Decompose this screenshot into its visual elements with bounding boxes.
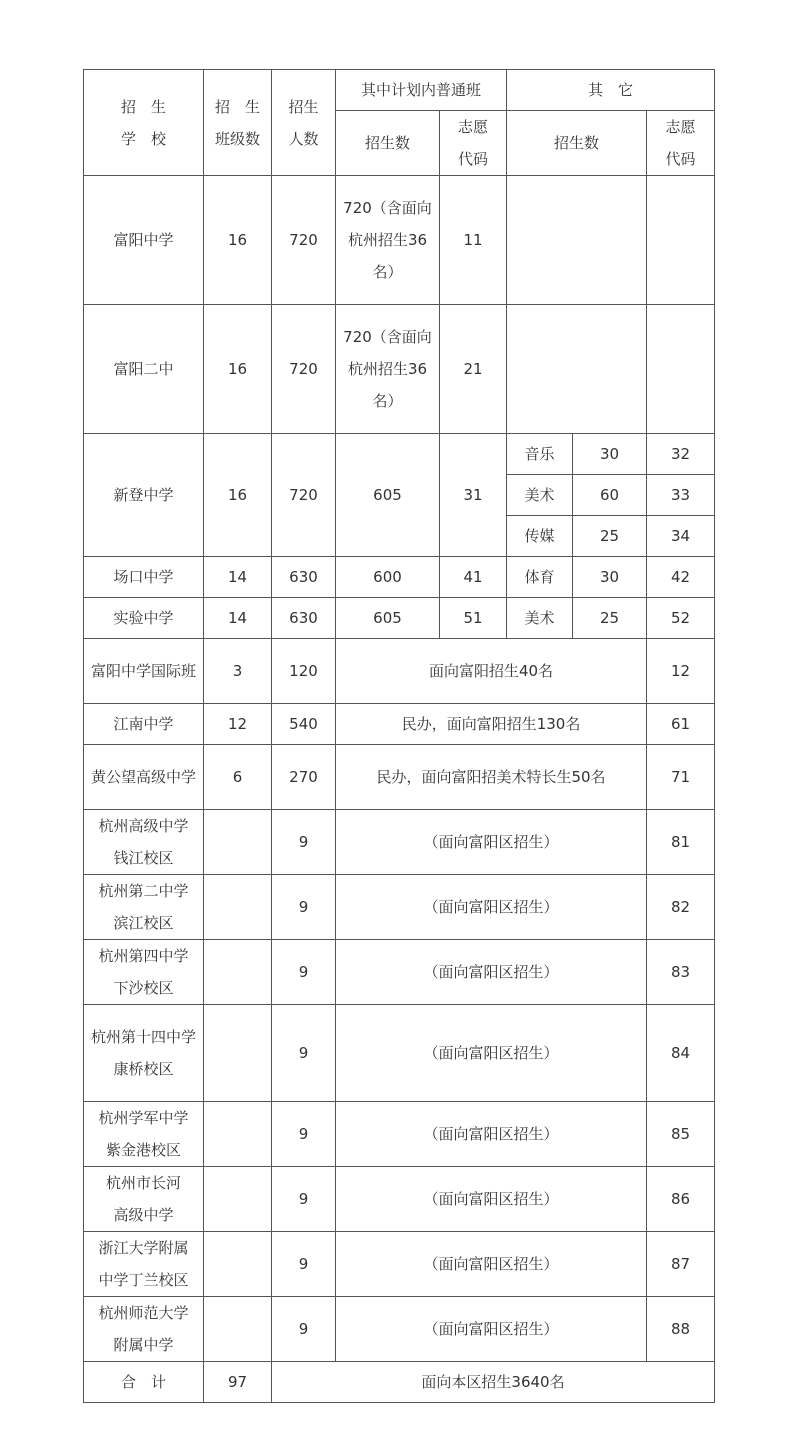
total-count: 9 bbox=[272, 875, 336, 940]
class-count bbox=[204, 1102, 272, 1167]
enrollment-note: （面向富阳区招生） bbox=[336, 940, 647, 1005]
total-count: 9 bbox=[272, 1005, 336, 1102]
other-code: 12 bbox=[647, 639, 715, 704]
school-name-line2: 高级中学 bbox=[113, 1206, 174, 1224]
class-count: 16 bbox=[204, 176, 272, 305]
school-name-line1: 杭州第十四中学 bbox=[90, 1028, 196, 1046]
total-row bbox=[84, 1362, 715, 1403]
total-count: 540 bbox=[272, 704, 336, 745]
other-type: 传媒 bbox=[507, 516, 573, 557]
enrollment-note: （面向富阳区招生） bbox=[336, 1232, 647, 1297]
other-type: 音乐 bbox=[507, 434, 573, 475]
table-row bbox=[84, 1102, 715, 1167]
regular-code: 31 bbox=[440, 434, 507, 557]
school-name bbox=[84, 810, 204, 875]
other-count: 25 bbox=[573, 598, 647, 639]
table-row bbox=[84, 305, 715, 434]
other-code-header bbox=[647, 111, 715, 176]
school-name-line1: 杭州高级中学 bbox=[98, 817, 189, 835]
total-count: 720 bbox=[272, 434, 336, 557]
class-count: 12 bbox=[204, 704, 272, 745]
table-row bbox=[84, 1232, 715, 1297]
total-count: 120 bbox=[272, 639, 336, 704]
class-count bbox=[204, 1232, 272, 1297]
table-row bbox=[84, 704, 715, 745]
other-code: 84 bbox=[647, 1005, 715, 1102]
other-code bbox=[647, 176, 715, 305]
enrollment-note: （面向富阳区招生） bbox=[336, 875, 647, 940]
school-name-line1: 杭州第二中学 bbox=[98, 882, 189, 900]
regular-code: 41 bbox=[440, 557, 507, 598]
regular-code-header-line2: 代码 bbox=[458, 150, 489, 168]
classes-header-line1: 招 生 bbox=[214, 97, 260, 116]
class-count bbox=[204, 940, 272, 1005]
regular-count: 720（含面向杭州招生36名） bbox=[336, 305, 440, 434]
school-name-line2: 中学丁兰校区 bbox=[98, 1271, 189, 1289]
school-name: 实验中学 bbox=[84, 598, 204, 639]
school-name: 江南中学 bbox=[84, 704, 204, 745]
other-count bbox=[507, 305, 647, 434]
table-row bbox=[84, 875, 715, 940]
school-name: 富阳中学国际班 bbox=[84, 639, 204, 704]
regular-count: 720（含面向杭州招生36名） bbox=[336, 176, 440, 305]
total-count: 720 bbox=[272, 176, 336, 305]
regular-code: 21 bbox=[440, 305, 507, 434]
class-count bbox=[204, 810, 272, 875]
school-name-line1: 杭州市长河 bbox=[105, 1174, 181, 1192]
school-name-line1: 杭州第四中学 bbox=[98, 947, 189, 965]
regular-count: 605 bbox=[336, 434, 440, 557]
school-name-line2: 下沙校区 bbox=[113, 979, 174, 997]
other-code bbox=[647, 305, 715, 434]
total-header-line2: 人数 bbox=[288, 129, 319, 148]
school-name: 场口中学 bbox=[84, 557, 204, 598]
other-type: 体育 bbox=[507, 557, 573, 598]
enrollment-note: （面向富阳区招生） bbox=[336, 810, 647, 875]
enrollment-note: （面向富阳区招生） bbox=[336, 1102, 647, 1167]
classes-header-line2: 班级数 bbox=[214, 129, 260, 148]
total-classes: 97 bbox=[204, 1362, 272, 1403]
total-count: 630 bbox=[272, 598, 336, 639]
school-name-line2: 附属中学 bbox=[113, 1336, 174, 1354]
other-count bbox=[507, 176, 647, 305]
school-header-line2: 学 校 bbox=[120, 129, 166, 148]
regular-code-header bbox=[440, 111, 507, 176]
other-code: 34 bbox=[647, 516, 715, 557]
school-name bbox=[84, 1005, 204, 1102]
other-code: 32 bbox=[647, 434, 715, 475]
enrollment-note: 面向富阳招生40名 bbox=[336, 639, 647, 704]
enrollment-note: （面向富阳区招生） bbox=[336, 1297, 647, 1362]
other-code: 82 bbox=[647, 875, 715, 940]
school-name-line2: 钱江校区 bbox=[113, 849, 174, 867]
total-count: 9 bbox=[272, 1167, 336, 1232]
classes-header bbox=[204, 70, 272, 176]
table-row bbox=[84, 1167, 715, 1232]
table-row bbox=[84, 434, 715, 475]
total-note: 面向本区招生3640名 bbox=[272, 1362, 715, 1403]
total-count: 9 bbox=[272, 940, 336, 1005]
total-count: 9 bbox=[272, 1297, 336, 1362]
enrollment-note: 民办，面向富阳招美术特长生50名 bbox=[336, 745, 647, 810]
class-count bbox=[204, 875, 272, 940]
class-count bbox=[204, 1005, 272, 1102]
table-row bbox=[84, 745, 715, 810]
school-name bbox=[84, 1102, 204, 1167]
regular-count-header: 招生数 bbox=[336, 111, 440, 176]
school-name-line1: 浙江大学附属 bbox=[98, 1239, 189, 1257]
school-name-line2: 滨江校区 bbox=[113, 914, 174, 932]
school-header-line1: 招 生 bbox=[120, 97, 166, 116]
class-count: 16 bbox=[204, 434, 272, 557]
other-code: 52 bbox=[647, 598, 715, 639]
table-row bbox=[84, 598, 715, 639]
other-code: 81 bbox=[647, 810, 715, 875]
regular-code-header-line1: 志愿 bbox=[458, 118, 489, 136]
other-group-header: 其 它 bbox=[507, 70, 715, 111]
school-name: 新登中学 bbox=[84, 434, 204, 557]
enrollment-note: 民办，面向富阳招生130名 bbox=[336, 704, 647, 745]
total-header-line1: 招生 bbox=[288, 97, 319, 116]
school-name bbox=[84, 940, 204, 1005]
school-name bbox=[84, 1167, 204, 1232]
school-name-line2: 紫金港校区 bbox=[105, 1141, 181, 1159]
school-name bbox=[84, 1297, 204, 1362]
other-code: 83 bbox=[647, 940, 715, 1005]
other-code-header-line2: 代码 bbox=[665, 150, 696, 168]
other-type: 美术 bbox=[507, 475, 573, 516]
class-count: 3 bbox=[204, 639, 272, 704]
total-count: 9 bbox=[272, 1232, 336, 1297]
other-count: 30 bbox=[573, 434, 647, 475]
table-row bbox=[84, 557, 715, 598]
total-count: 630 bbox=[272, 557, 336, 598]
other-code-header-line1: 志愿 bbox=[665, 118, 696, 136]
other-type: 美术 bbox=[507, 598, 573, 639]
table-row bbox=[84, 176, 715, 305]
table-row bbox=[84, 639, 715, 704]
regular-code: 11 bbox=[440, 176, 507, 305]
other-code: 61 bbox=[647, 704, 715, 745]
class-count: 16 bbox=[204, 305, 272, 434]
school-name: 富阳中学 bbox=[84, 176, 204, 305]
regular-count: 600 bbox=[336, 557, 440, 598]
other-code: 42 bbox=[647, 557, 715, 598]
school-name bbox=[84, 875, 204, 940]
school-name-line2: 康桥校区 bbox=[113, 1060, 174, 1078]
total-count: 270 bbox=[272, 745, 336, 810]
regular-count: 605 bbox=[336, 598, 440, 639]
class-count bbox=[204, 1167, 272, 1232]
other-code: 71 bbox=[647, 745, 715, 810]
class-count: 14 bbox=[204, 557, 272, 598]
regular-group-header: 其中计划内普通班 bbox=[336, 70, 507, 111]
school-name: 黄公望高级中学 bbox=[84, 745, 204, 810]
enrollment-note: （面向富阳区招生） bbox=[336, 1005, 647, 1102]
table-row bbox=[84, 940, 715, 1005]
other-code: 87 bbox=[647, 1232, 715, 1297]
table-row bbox=[84, 1005, 715, 1102]
total-count: 720 bbox=[272, 305, 336, 434]
other-count: 25 bbox=[573, 516, 647, 557]
enrollment-note: （面向富阳区招生） bbox=[336, 1167, 647, 1232]
class-count: 6 bbox=[204, 745, 272, 810]
school-name: 富阳二中 bbox=[84, 305, 204, 434]
total-count: 9 bbox=[272, 1102, 336, 1167]
total-header bbox=[272, 70, 336, 176]
school-name bbox=[84, 1232, 204, 1297]
school-name-line1: 杭州学军中学 bbox=[98, 1109, 189, 1127]
other-count: 30 bbox=[573, 557, 647, 598]
table-row bbox=[84, 810, 715, 875]
other-code: 86 bbox=[647, 1167, 715, 1232]
regular-code: 51 bbox=[440, 598, 507, 639]
school-header bbox=[84, 70, 204, 176]
header-row-1 bbox=[84, 70, 715, 111]
other-count-header: 招生数 bbox=[507, 111, 647, 176]
table-row bbox=[84, 1297, 715, 1362]
school-name-line1: 杭州师范大学 bbox=[98, 1304, 189, 1322]
other-count: 60 bbox=[573, 475, 647, 516]
other-code: 33 bbox=[647, 475, 715, 516]
total-count: 9 bbox=[272, 810, 336, 875]
other-code: 88 bbox=[647, 1297, 715, 1362]
class-count bbox=[204, 1297, 272, 1362]
class-count: 14 bbox=[204, 598, 272, 639]
other-code: 85 bbox=[647, 1102, 715, 1167]
enrollment-table bbox=[83, 69, 715, 1403]
total-label: 合 计 bbox=[84, 1362, 204, 1403]
